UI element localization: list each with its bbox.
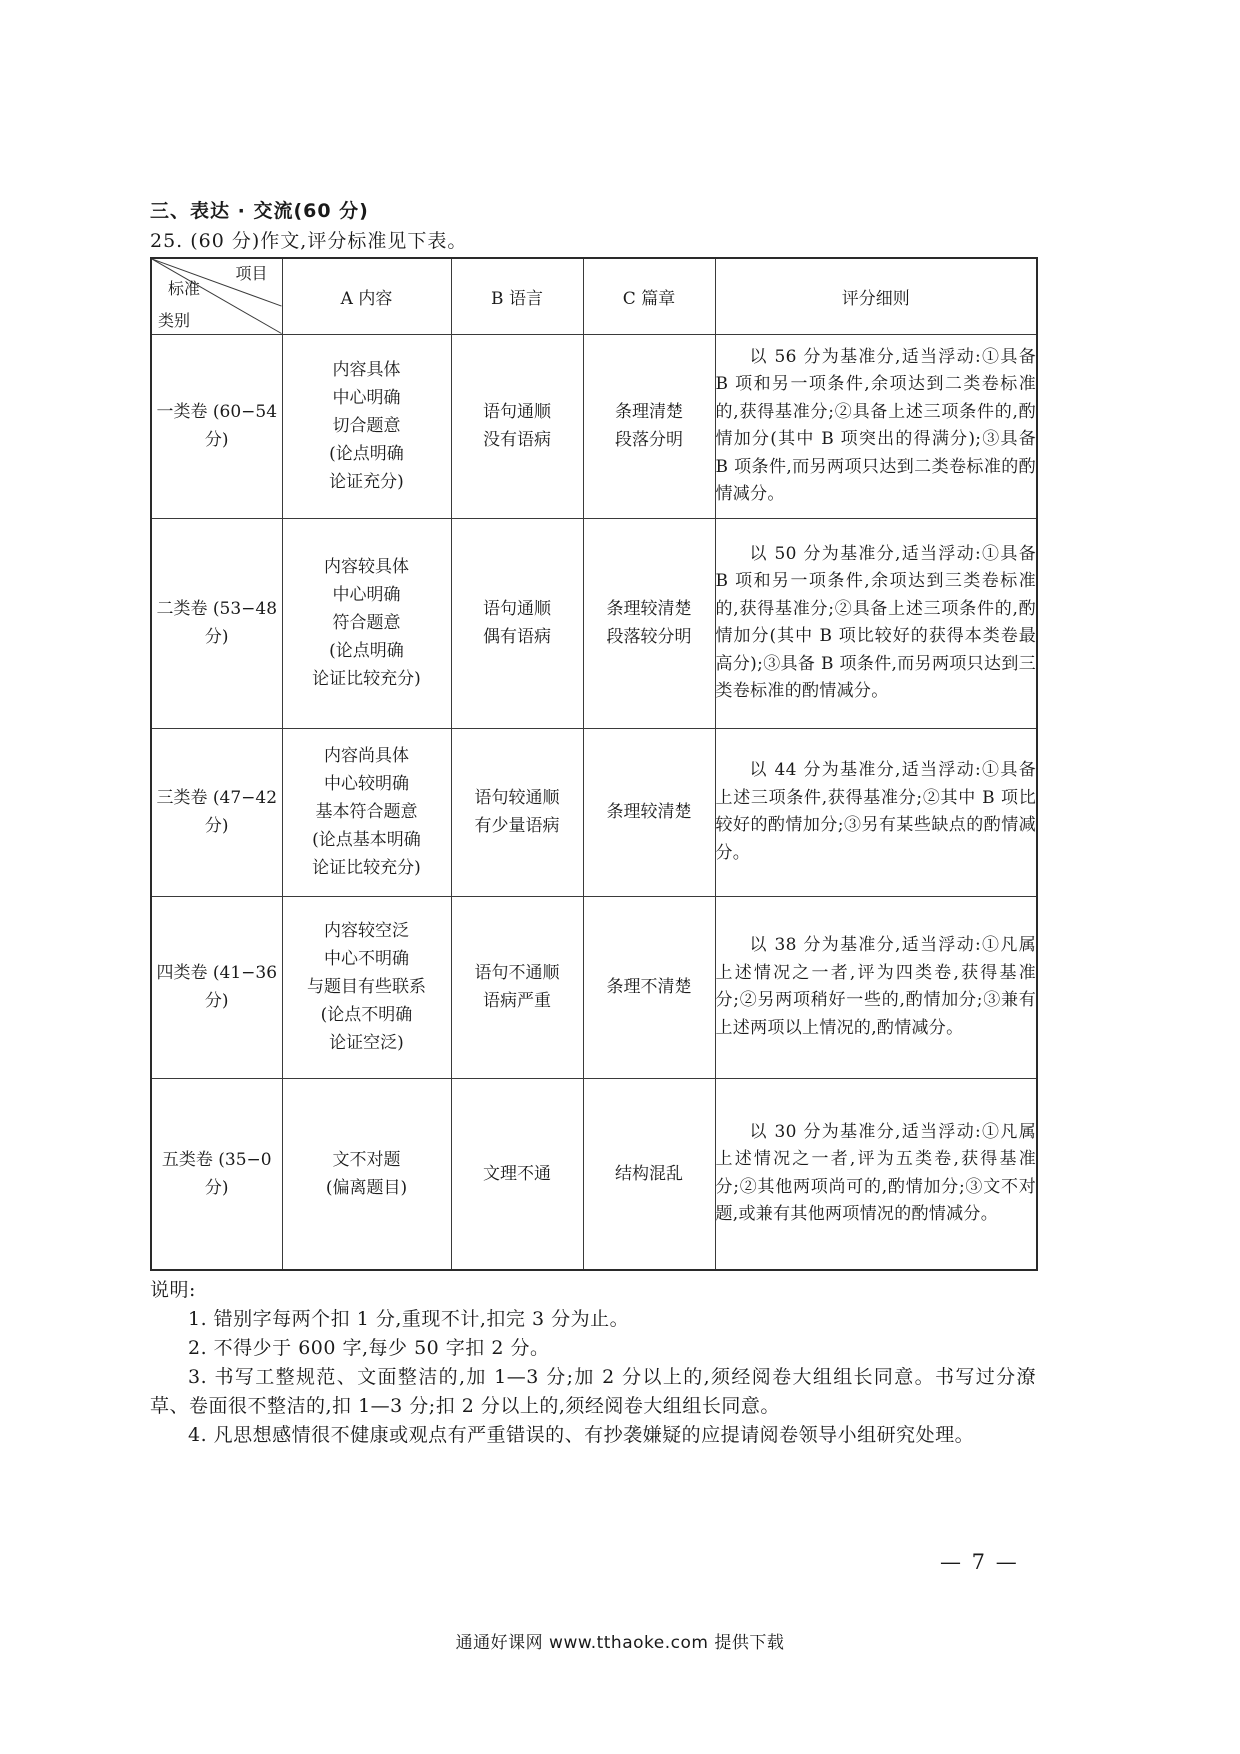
language-line: 没有语病 bbox=[483, 430, 551, 450]
scoring-rubric-table bbox=[150, 257, 1038, 1271]
language-line: 语病严重 bbox=[483, 991, 551, 1011]
category-range: (47−42 分) bbox=[204, 788, 278, 836]
category-range: (60−54 分) bbox=[204, 402, 278, 450]
language-line: 有少量语病 bbox=[474, 816, 560, 836]
content-line: (论点基本明确 bbox=[312, 830, 421, 850]
category-cell bbox=[151, 896, 282, 1078]
scoring-rule-cell: 以 38 分为基准分,适当浮动:①凡属上述情况之一者,评为四类卷,获得基准分;②另两项稍好一些的,酌情加分;③兼有上述两项以上情况的,酌情减分。 bbox=[715, 896, 1037, 1078]
content-line: 文不对题 bbox=[332, 1149, 401, 1170]
language-line: 语句通顺 bbox=[483, 599, 551, 619]
content-cell bbox=[282, 518, 451, 728]
content-line: 与题目有些联系 bbox=[307, 977, 426, 997]
page-number: — 7 — bbox=[940, 1550, 1019, 1574]
content-cell bbox=[282, 728, 451, 896]
content-line: 中心较明确 bbox=[324, 774, 409, 794]
column-header-structure: C 篇章 bbox=[583, 258, 715, 334]
structure-line: 条理不清楚 bbox=[606, 977, 692, 997]
content-line: 切合题意 bbox=[332, 416, 401, 436]
content-line: 基本符合题意 bbox=[315, 802, 418, 822]
language-line: 文理不通 bbox=[483, 1163, 551, 1184]
category-name: 三类卷 bbox=[156, 788, 208, 808]
structure-cell bbox=[583, 518, 715, 728]
category-cell bbox=[151, 728, 282, 896]
note-item: 1. 错别字每两个扣 1 分,重现不计,扣完 3 分为止。 bbox=[188, 1308, 630, 1330]
category-cell bbox=[151, 518, 282, 728]
question-prompt: 25. (60 分)作文,评分标准见下表。 bbox=[150, 230, 468, 252]
content-line: 内容较空泛 bbox=[324, 921, 409, 941]
scoring-rule-cell: 以 44 分为基准分,适当浮动:①具备上述三项条件,获得基准分;②其中 B 项比较好的酌情加分;③另有某些缺点的酌情减分。 bbox=[715, 728, 1037, 896]
content-cell bbox=[282, 896, 451, 1078]
diagonal-header-cell bbox=[151, 258, 282, 334]
category-name: 二类卷 bbox=[156, 599, 208, 619]
corner-label-category: 类别 bbox=[158, 310, 191, 330]
column-header-content: A 内容 bbox=[282, 258, 451, 334]
note-item: 4. 凡思想感情很不健康或观点有严重错误的、有抄袭嫌疑的应提请阅卷领导小组研究处理。 bbox=[188, 1424, 975, 1446]
structure-cell bbox=[583, 896, 715, 1078]
language-cell bbox=[451, 518, 583, 728]
structure-line: 条理较清楚 bbox=[606, 802, 692, 822]
content-line: (偏离题目) bbox=[325, 1177, 408, 1198]
content-line: 符合题意 bbox=[332, 613, 401, 633]
language-line: 语句不通顺 bbox=[474, 963, 560, 983]
language-cell bbox=[451, 728, 583, 896]
language-cell bbox=[451, 896, 583, 1078]
structure-line: 结构混乱 bbox=[615, 1163, 683, 1184]
structure-line: 段落分明 bbox=[615, 430, 683, 450]
content-line: (论点明确 bbox=[329, 641, 404, 661]
column-header-language: B 语言 bbox=[451, 258, 583, 334]
table-row bbox=[151, 728, 1037, 896]
content-line: 中心明确 bbox=[332, 388, 401, 408]
note-item: 3. 书写工整规范、文面整洁的,加 1—3 分;加 2 分以上的,须经阅卷大组组长同意。书写过分潦草、卷面很不整洁的,扣 1—3 分;扣 2 分以上的,须经阅卷大组组长同意。 bbox=[150, 1366, 1036, 1417]
table-row bbox=[151, 518, 1037, 728]
corner-label-item: 项目 bbox=[235, 264, 268, 283]
category-cell bbox=[151, 334, 282, 518]
note-item: 2. 不得少于 600 字,每少 50 字扣 2 分。 bbox=[188, 1337, 550, 1359]
category-range: (53−48 分) bbox=[204, 599, 278, 647]
content-line: 内容具体 bbox=[332, 360, 401, 380]
content-line: 论证空泛) bbox=[329, 1033, 404, 1053]
structure-cell bbox=[583, 334, 715, 518]
footer-credit: 通通好课网 www.tthaoke.com 提供下载 bbox=[455, 1633, 785, 1653]
structure-line: 条理清楚 bbox=[615, 402, 683, 422]
scoring-rule-cell: 以 50 分为基准分,适当浮动:①具备 B 项和另一项条件,余项达到三类卷标准的,获得基准分;②具备上述三项条件的,酌情加分(其中 B 项比较好的获得本类卷最高分);③具备 B 项条件,而另两项只达到三类卷标准的酌情减分。 bbox=[715, 518, 1037, 728]
category-name: 五类卷 bbox=[161, 1149, 213, 1170]
language-line: 语句较通顺 bbox=[474, 788, 560, 808]
content-line: 论证比较充分) bbox=[312, 669, 421, 689]
corner-label-standard: 标准 bbox=[168, 279, 201, 298]
category-range: (41−36 分) bbox=[204, 963, 278, 1011]
content-line: 内容较具体 bbox=[324, 557, 409, 577]
table-row bbox=[151, 1078, 1037, 1270]
notes-section bbox=[150, 1276, 1036, 1450]
content-line: 中心明确 bbox=[332, 585, 401, 605]
notes-title: 说明: bbox=[150, 1279, 196, 1301]
content-line: 论证充分) bbox=[329, 472, 404, 492]
structure-cell bbox=[583, 728, 715, 896]
scoring-rule-cell: 以 56 分为基准分,适当浮动:①具备 B 项和另一项条件,余项达到二类卷标准的,获得基准分;②具备上述三项条件的,酌情加分(其中 B 项突出的得满分);③具备 B 项条件,而另两项只达到二类卷标准的酌情减分。 bbox=[715, 334, 1037, 518]
language-cell bbox=[451, 1078, 583, 1270]
language-line: 语句通顺 bbox=[483, 402, 551, 422]
content-line: 论证比较充分) bbox=[312, 858, 421, 878]
scoring-rule-cell: 以 30 分为基准分,适当浮动:①凡属上述情况之一者,评为五类卷,获得基准分;②其他两项尚可的,酌情加分;③文不对题,或兼有其他两项情况的酌情减分。 bbox=[715, 1078, 1037, 1270]
content-cell bbox=[282, 1078, 451, 1270]
content-line: 内容尚具体 bbox=[324, 746, 409, 766]
structure-line: 段落较分明 bbox=[606, 627, 692, 647]
table-row bbox=[151, 334, 1037, 518]
table-header-row bbox=[151, 258, 1037, 334]
category-range: (35−0 分) bbox=[204, 1149, 272, 1198]
section-title: 三、表达 · 交流(60 分) bbox=[150, 200, 369, 222]
category-name: 四类卷 bbox=[156, 963, 208, 983]
structure-cell bbox=[583, 1078, 715, 1270]
category-name: 一类卷 bbox=[156, 402, 208, 422]
language-line: 偶有语病 bbox=[483, 627, 551, 647]
column-header-rules: 评分细则 bbox=[715, 258, 1037, 334]
table-row bbox=[151, 896, 1037, 1078]
category-cell bbox=[151, 1078, 282, 1270]
content-line: 中心不明确 bbox=[324, 949, 409, 969]
content-line: (论点不明确 bbox=[320, 1005, 413, 1025]
language-cell bbox=[451, 334, 583, 518]
content-line: (论点明确 bbox=[329, 444, 404, 464]
content-cell bbox=[282, 334, 451, 518]
structure-line: 条理较清楚 bbox=[606, 599, 692, 619]
